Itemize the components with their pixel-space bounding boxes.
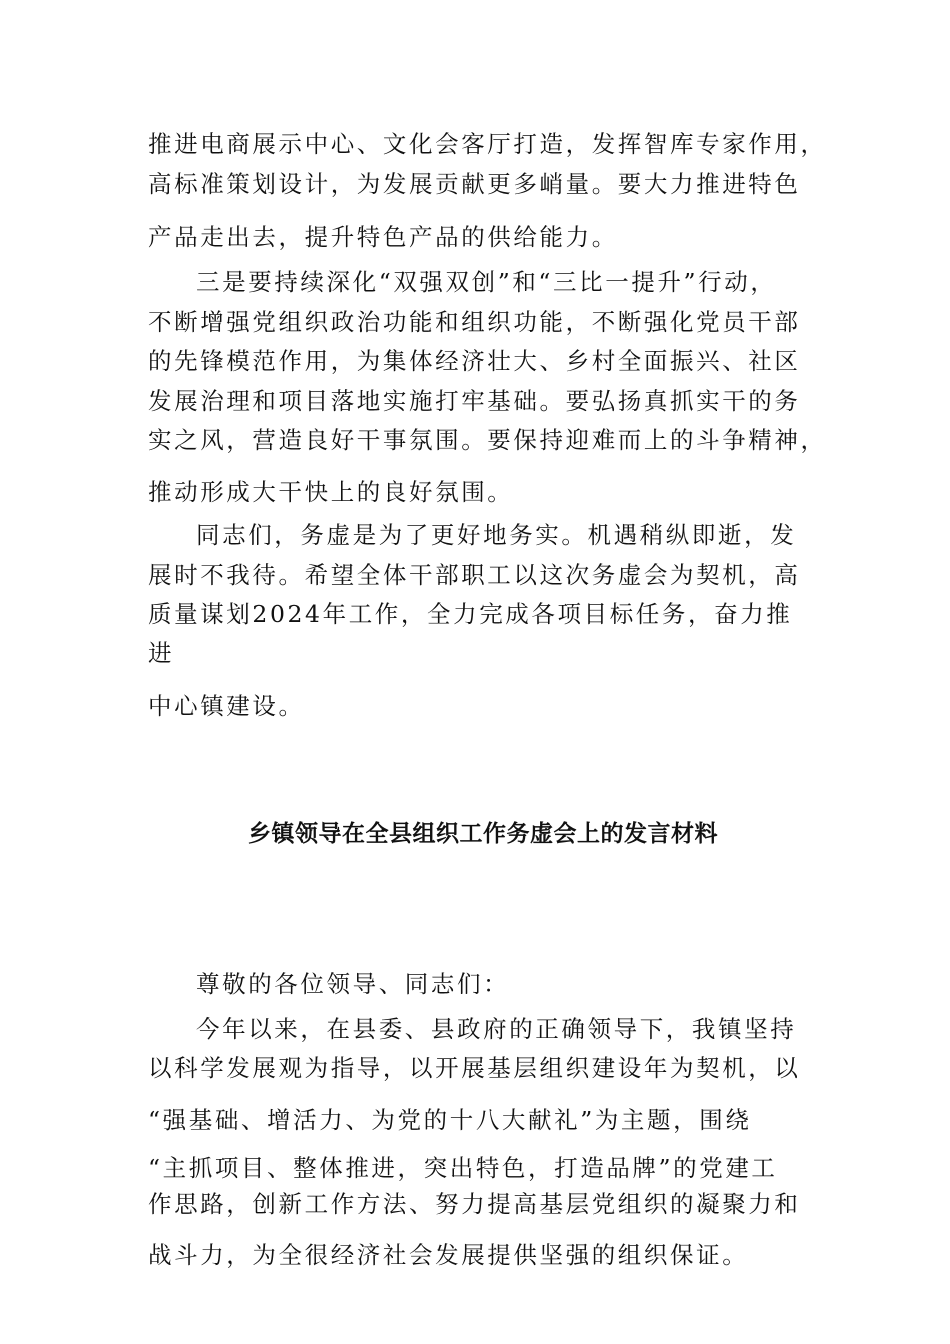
text-line: 产品走出去，提升特色产品的供给能力。 <box>148 223 618 251</box>
document-title: 乡镇领导在全县组织工作务虚会上的发言材料 <box>248 821 718 847</box>
text-line: 高标准策划设计，为发展贡献更多峭量。要大力推进特色 <box>148 170 801 198</box>
text-line: 推动形成大干快上的良好氛围。 <box>148 478 514 506</box>
text-line: 实之风，营造良好干事氛围。要保持迎难而上的斗争精神， <box>148 426 827 454</box>
text-line: 以科学发展观为指导，以开展基层组织建设年为契机，以 <box>148 1054 801 1082</box>
text-line: “主抓项目、整体推进，突出特色，打造品牌”的党建工 <box>148 1154 778 1182</box>
text-line: “强基础、增活力、为党的十八大献礼”为主题，围绕 <box>148 1106 752 1134</box>
text-line: 进 <box>148 639 175 667</box>
text-line: 展时不我待。希望全体干部职工以这次务虚会为契机，高 <box>148 561 801 589</box>
text-line: 不断增强党组织政治功能和组织功能，不断强化党员干部 <box>148 308 801 336</box>
text-line: 质量谋划2024年工作，全力完成各项目标任务，奋力推 <box>148 600 793 628</box>
salutation: 尊敬的各位领导、同志们： <box>196 970 510 998</box>
text-line: 同志们，务虚是为了更好地务实。机遇稍纵即逝，发 <box>196 521 797 549</box>
text-line: 推进电商展示中心、文化会客厅打造，发挥智库专家作用， <box>148 130 827 158</box>
text-line: 发展治理和项目落地实施打牢基础。要弘扬真抓实干的务 <box>148 387 801 415</box>
text-line: 的先锋模范作用，为集体经济壮大、乡村全面振兴、社区 <box>148 347 801 375</box>
text-line: 今年以来，在县委、县政府的正确领导下，我镇坚持 <box>196 1015 797 1043</box>
text-line: 战斗力，为全很经济社会发展提供坚强的组织保证。 <box>148 1241 749 1269</box>
text-line: 三是要持续深化“双强双创”和“三比一提升”行动， <box>196 268 777 296</box>
text-line: 作思路，创新工作方法、努力提高基层党组织的凝聚力和 <box>148 1190 801 1218</box>
text-line: 中心镇建设。 <box>148 692 305 720</box>
